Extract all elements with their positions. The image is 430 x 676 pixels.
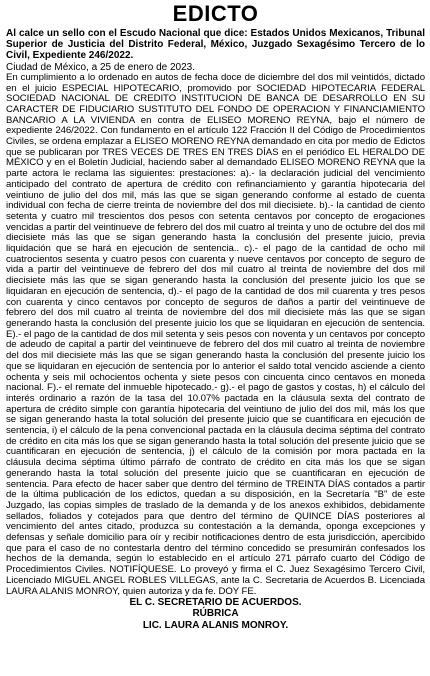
document-title: EDICTO [172,1,259,26]
court-seal-header: Al calce un sello con el Escudo Nacional que dice: Estados Unidos Mexicanos, Tribunal Superior de Justicia del Distrito Federal, México, Juzgado Sexagésimo Tercero de lo Civil, Expediente 246/2022. [6,28,425,62]
edict-body: En cumplimiento a lo ordenado en autos de fecha doce de diciembre del dos mil veintidós, dictado en el juicio ESPECIAL HIPOTECARIO, promovido por SOCIEDAD HIPOTECARIA FEDERAL SOCIEDAD NACIONAL DE CREDITO INSTITUCION DE BANCA DE DESARROLLO EN SU CARACTER DE FIDUCIARIO SUSTITUTO DEL FONDO DE OPERACION Y FINANCIAMIENTO BANCARIO A LA VIVIENDA en contra de ELISEO MORENO REYNA, bajo el número de expediente 246/2022. Con fundamento en el artículo 122 Fracción II del Código de Procedimientos Civiles, se ordena emplazar a ELISEO MORENO REYNA demandado en cita por medio de Edictos que se publicaran por TRES VECES DE TRES EN TRES DÍAS en el periódico EL HERALDO DE MÉXICO y en el Boletín Judicial, haciendo saber al demandado ELISEO MORENO REYNA que la parte actora le reclama las siguientes: prestaciones: a).- la declaración judicial del vencimiento anticipado del contrato de apertura de crédito con refinanciamiento y garantía hipotecaria del veintiuno de julio del dos mil, más las que se sigan generando conforme al estado de cuenta individual con fecha de cierre treinta de noviembre del dos mil diecisiete. b).- la cantidad de ciento setenta y cuatro mil trescientos dos pesos con setenta centavos por concepto de erogaciones vencidas a partir del veintinueve de febrero del dos mil cuatro al treinta y uno de octubre del dos mil diecisiete más las que se sigan generando hasta la conclusión del presente juicio, previa liquidación que se hará en ejecución de sentencia.. c).- el pago de la cantidad de ocho mil cuatrocientos sesenta y cuatro pesos con cuarenta y nueve centavos por concepto de seguro de vida a partir del veintinueve de febrero del dos mil cuatro al treinta de noviembre del dos mil diecisiete más las que se sigan generando hasta la conclusión del presente juicio los que se liquidaran en ejecución de sentencia, d).- el pago de la cantidad de dos mil cuarenta y tres pesos con cuarenta y cinco centavos por concepto de seguros de daños a partir del veintinueve de febrero del dos mil cuatro al treinta de noviembre del dos mil diecisiete más las que se sigan generando hasta la conclusión del presente juicio los que se liquidaran en ejecución de sentencia. E).- el pago de la cantidad de dos mil setenta y seis pesos con noventa y un centavos por concepto de adeudo de capital a partir del veintinueve de febrero del dos mil cuatro al treinta de noviembre del dos mil diecisiete más las que se sigan generando hasta la conclusión del presente juicio los que se liquidaran en ejecución de sentencia por lo anterior el saldo total vencido asciende a ciento ochenta y seis mil ochocientos ochenta y siete pesos con cincuenta cinco centavos en moneda nacional. F).- el remate del inmueble hipotecado.- g).- el pago de gastos y costas, h) el cálculo del interés ordinario a razón de la tasa del 10.07% pactada en la cláusula sexta del contrato de apertura de crédito simple con garantía hipotecaria del veintiuno de julio del dos mil, más los que se sigan generando hasta la total solución del presente juicio que se cuantificara en ejecución de sentencia, i) el cálculo de la pena convencional pactada en la cláusula decima séptima del contrato de crédito en cita más los que se sigan generando hasta la total solución del presente juicio que se cuantificaran en ejecución de sentencia, j) el cálculo de la comisión por mora pactada en la cláusula decima séptima último párrafo de contrato de crédito en cita más los que se sigan generando hasta la total solución del presente juicio que se cuantificaran en ejecución de sentencia. Para efecto de hacer saber que dentro del término de TREINTA DÍAS contados a partir de la última publicación de los edictos, quedan a su disposición, en la Secretaría "B" de este Juzgado, las copias simples de traslado de la demanda y de los anexos exhibidos, debidamente sellados, foliados y cotejados para que dentro del término de QUINCE DÍAS posteriores al vencimiento del antes citado, produzca su contestación a la demanda, oponga excepciones y defensas y señale domicilio para oír y recibir notificaciones dentro de esta jurisdicción, apercibido que para el caso de no contestarla dentro del término concedido se presumirán confesados los hechos de la demanda, según lo establecido en el artículo 271 párrafo cuarto del Código de Procedimientos Civiles. NOTIFÍQUESE. Lo proveyó y firma el C. Juez Sexagésimo Tercero Civil, Licenciado MIGUEL ANGEL ROBLES VILLEGAS, ante la C. Secretaria de Acuerdos B. Licenciada LAURA ALANIS MONROY, quien autoriza y da fe. DOY FE. [6,71,425,597]
signature-rubric: RÚBRICA [192,608,239,620]
signature-block [6,597,425,631]
signature-name: LIC. LAURA ALANIS MONROY. [142,619,289,631]
signature-title: EL C. SECRETARIO DE ACUERDOS. [129,597,302,609]
place-date: Ciudad de México, a 25 de enero de 2023. [6,61,196,73]
